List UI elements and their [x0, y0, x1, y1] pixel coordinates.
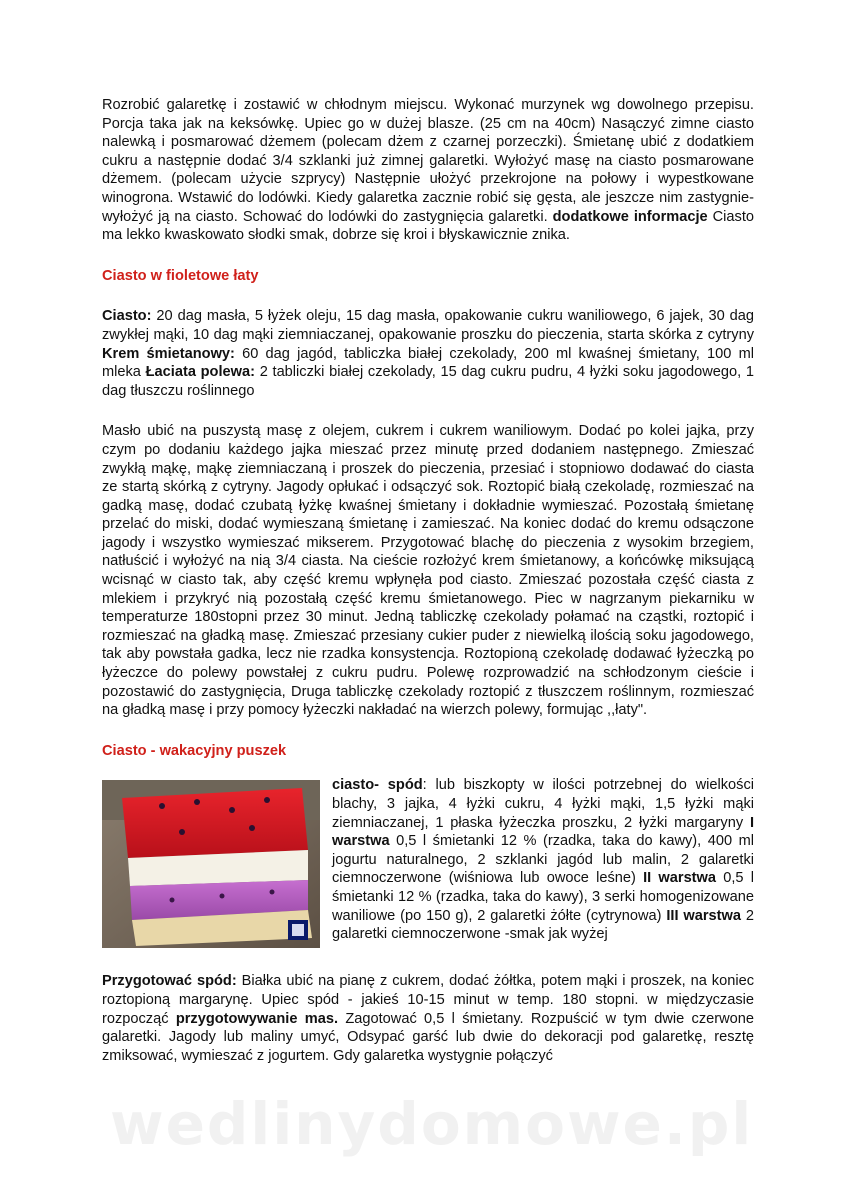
ingredient-text: : lub biszkopty w ilości potrzebnej do wielkości blachy, 3 jajka, 4 łyżki cukru, 4 łyżki mąki, 1,5 łyżki mąki ziemniaczanej, 1 płaska łyżeczka proszku, 2 łyżki margaryny	[332, 777, 754, 831]
prep-bold: przygotowywanie mas.	[175, 1010, 339, 1027]
prep-text: Białka ubić na pianę z cukrem, dodać żółtka, potem mąki i proszek, na koniec roztopioną margarynę. Upiec spód - jakieś 10-15 minut w temp. 180 stopni. w międzyczasie rozpocząć	[102, 973, 754, 1027]
prep-label: Przygotować spód:	[102, 973, 237, 990]
ingredient-label-ciasto: Ciasto:	[102, 308, 152, 325]
ingredient-text: 20 dag masła, 5 łyżek oleju, 15 dag masła, opakowanie cukru waniliowego, 6 jajek, 30 dag zwykłej mąki, 10 dag mąki ziemniaczanej, opakowanie proszku do pieczenia, starta skórka z cytryny	[102, 308, 754, 343]
recipe1-title: Ciasto w fioletowe łaty	[102, 267, 259, 284]
layer-label-3: III warstwa	[666, 907, 742, 924]
intro-text: Rozrobić galaretkę i zostawić w chłodnym miejscu. Wykonać murzynek wg dowolnego przepisu. Porcja taka jak na keksówkę. Upiec go w dużej blasze. (25 cm na 40cm) Nasączyć zimne ciasto nalewką i posmarować dżemem (polecam dżem z czarnej porzeczki). Śmietanę ubić z dodatkiem cukru a następnie dodać 3/4 szklanki już zimnej galaretki. Wyłożyć masę na ciasto posmarowane dżemem. (polecam użycie szprycy) Następnie ułożyć przekrojone na połowy i wypestkowane winogrona. Wstawić do lodówki. Kiedy galaretka zacznie robić się gęsta, ale jeszcze nim zastygnie- wyłożyć ją na ciasto. Schować do lodówki do zastygnięcia galaretki.	[102, 97, 754, 225]
ingredient-text: 60 dag jagód, tabliczka białej czekolady, 200 ml kwaśnej śmietany, 100 ml mleka	[102, 345, 755, 381]
ingredient-label-krem: Krem śmietanowy:	[102, 345, 235, 362]
recipe2-ingredients-block	[102, 776, 754, 950]
layer-label-spod: ciasto- spód	[332, 777, 423, 794]
layer-label-1: I warstwa	[332, 814, 754, 850]
watermark: wedlinydomowe.pl	[110, 1090, 754, 1158]
ingredient-text: 0,5 l śmietanki 12 % (rzadka, taka do kawy), 400 ml jogurtu naturalnego, 2 szklanki jagód lub malin, 2 galaretki ciemnoczerwone (wiśniowa lub owoce leśne)	[332, 833, 754, 887]
layer-label-2: II warstwa	[643, 870, 717, 887]
intro-tail: Ciasto ma lekko kwaskowato słodki smak, dobrze się kroi i błyskawicznie znika.	[102, 208, 754, 244]
recipe1-method: Masło ubić na puszystą masę z olejem, cukrem i cukrem waniliowym. Dodać po kolei jajka, przy czym po dodaniu każdego jajka mieszać przez minutę przed dodaniem następnego. Zmieszać zwykłą mąkę, mąkę ziemniaczaną i proszek do pieczenia, przesiać i stopniowo dodawać do ciasta ze startą skórką z cytryny. Jagody opłukać i odsączyć sok. Roztopić białą czekoladę, rozmieszać na gadką masę, dodać czubatą łyżkę kwaśnej śmietany i dokładnie wymieszać. Pozostałą śmietanę przelać do miski, dodać wymieszaną śmietanę i zamieszać. Na koniec dodać do kremu odsączone jagody i wszystko wymieszać mikserem. Przygotować blachę do pieczenia z wysokim brzegiem, natłuścić i wyłożyć na nią 3/4 ciasta. Na cieście rozłożyć krem śmietanowy, a końcówkę miksującą wcisnąć w ciasto tak, aby część kremu wpłynęła pod ciasto. Zmieszać pozostała część ciasta z mlekiem i przykryć nią pozostałą część kremu śmietanowego. Piec w nagrzanym piekarniku w temperaturze 180stopni przez 30 minut. Jedną tabliczkę czekolady połamać na cząstki, roztopić i rozmieszać na gładką masę. Zmieszać przesiany cukier puder z niewielką ilością soku jagodowego, tak aby powstała gadka, lecz nie rzadka konsystencja. Roztopioną czekoladę dodawać łyżeczką po łyżeczce do polewy powstałej z cukru pudru. Polewę rozprowadzić na schłodzonym cieście i pozostawić do zastygnięcia, Druga tabliczkę czekolady roztopić z tłuszczem roślinnym, rozmieszać na gładką masę i przy pomocy łyżeczki nakładać na wierzch polewy, formując ,,łaty".	[102, 423, 754, 719]
ingredient-text: 0,5 l śmietanki 12 % (rzadka, taka do kawy), 3 serki homogenizowane waniliowe (po 150 g), 2 galaretki żółte (cytrynowa)	[332, 870, 754, 924]
intro-bold: dodatkowe informacje	[552, 208, 708, 225]
ingredient-label-polewa: Łaciata polewa:	[145, 364, 255, 381]
document-page	[102, 96, 754, 1065]
ingredient-text: 2 galaretki ciemnoczerwone -smak jak wyżej	[332, 907, 754, 943]
recipe2-title: Ciasto - wakacyjny puszek	[102, 742, 287, 759]
intro-paragraph	[102, 96, 754, 245]
ingredient-text: 2 tabliczki białej czekolady, 15 dag cukru pudru, 4 łyżki soku jagodowego, 1 dag tłuszczu roślinnego	[102, 364, 754, 399]
recipe1-ingredients	[102, 307, 754, 400]
cake-photo-icon	[102, 780, 320, 948]
prep-text: Zagotować 0,5 l śmietany. Rozpuścić w tym dwie czerwone galaretki. Jagody lub maliny umyć, Odsypać garść lub dwie do dekoracji pod galaretkę, resztę zmiksować, wymieszać z jogurtem. Gdy galaretka wystygnie połączyć	[102, 1010, 754, 1064]
recipe2-method	[102, 972, 754, 1065]
